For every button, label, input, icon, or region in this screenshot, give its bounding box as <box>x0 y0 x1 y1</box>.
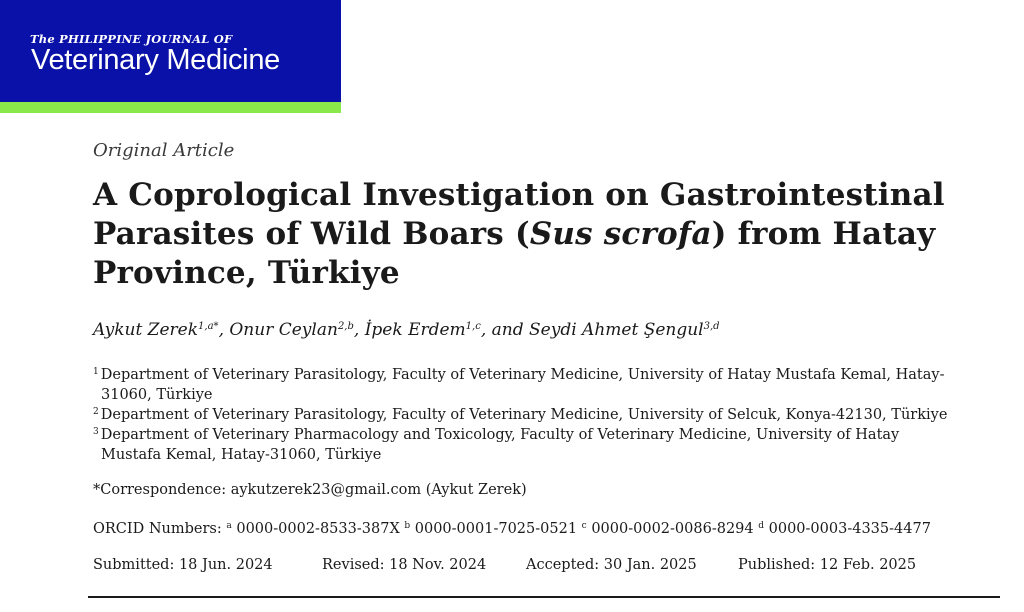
article-type: Original Article <box>93 140 235 161</box>
orcid-id: 0000-0002-0086-8294 <box>591 521 754 537</box>
affiliation-1 <box>93 362 998 405</box>
affiliation-text-continued: Mustafa Kemal, Hatay-31060, Türkiye <box>101 447 382 463</box>
author-separator: , <box>218 320 230 340</box>
affiliation-number: 3 <box>93 427 99 437</box>
author-affiliation-mark: 3,d <box>703 321 720 332</box>
author-name: İpek Erdem <box>364 320 466 340</box>
title-species: Sus scrofa <box>529 216 712 252</box>
orcid-mark: b <box>404 521 411 531</box>
orcid-mark: d <box>758 521 765 531</box>
author-separator: , and <box>480 320 530 340</box>
journal-subtitle: The PHILIPPINE JOURNAL OF <box>30 32 233 46</box>
article-title <box>93 176 993 293</box>
correspondence: *Correspondence: aykutzerek23@gmail.com (Aykut Zerek) <box>93 482 527 498</box>
orcid-id: 0000-0001-7025-0521 <box>414 521 578 537</box>
orcid-id: 0000-0003-4335-4477 <box>768 521 931 537</box>
affiliation-number: 1 <box>93 367 99 377</box>
title-part-1: A Coprological Investigation on Gastrointestinal Parasites of Wild Boars ( <box>93 177 945 252</box>
orcid-mark: c <box>581 521 587 531</box>
published-date: Published: 12 Feb. 2025 <box>738 557 917 573</box>
orcid-id: 0000-0002-8533-387X <box>236 521 400 537</box>
author-name: Seydi Ahmet Şengul <box>529 320 704 340</box>
affiliation-number: 2 <box>93 407 99 417</box>
orcid-numbers <box>93 521 931 537</box>
affiliation-text: Department of Veterinary Parasitology, Faculty of Veterinary Medicine, University of Hatay Mustafa Kemal, Hatay- <box>100 367 945 383</box>
orcid-label: ORCID Numbers: <box>93 521 222 537</box>
affiliation-text: Department of Veterinary Pharmacology and Toxicology, Faculty of Veterinary Medicine, University of Hatay <box>100 427 900 443</box>
orcid-mark: a <box>226 521 232 531</box>
affiliation-text-continued: 31060, Türkiye <box>101 387 213 403</box>
journal-banner <box>0 0 341 102</box>
affiliation-text: Department of Veterinary Parasitology, Faculty of Veterinary Medicine, University of Selcuk, Konya-42130, Türkiye <box>100 407 948 423</box>
author-affiliation-mark: 1,c <box>465 321 481 332</box>
author-separator: , <box>353 320 365 340</box>
title-part-2: ) from Hatay Province, Türkiye <box>93 216 936 291</box>
affiliation-3 <box>93 422 998 465</box>
revised-date: Revised: 18 Nov. 2024 <box>322 557 487 573</box>
banner-accent-stripe <box>0 102 341 113</box>
accepted-date: Accepted: 30 Jan. 2025 <box>526 557 697 573</box>
header-divider <box>88 596 1000 598</box>
author-name: Aykut Zerek <box>93 320 199 340</box>
author-affiliation-mark: 1,a* <box>198 321 219 332</box>
journal-name: Veterinary Medicine <box>31 44 280 76</box>
author-affiliation-mark: 2,b <box>337 321 354 332</box>
author-list <box>93 320 720 340</box>
author-name: Onur Ceylan <box>229 320 338 340</box>
submitted-date: Submitted: 18 Jun. 2024 <box>93 557 273 573</box>
